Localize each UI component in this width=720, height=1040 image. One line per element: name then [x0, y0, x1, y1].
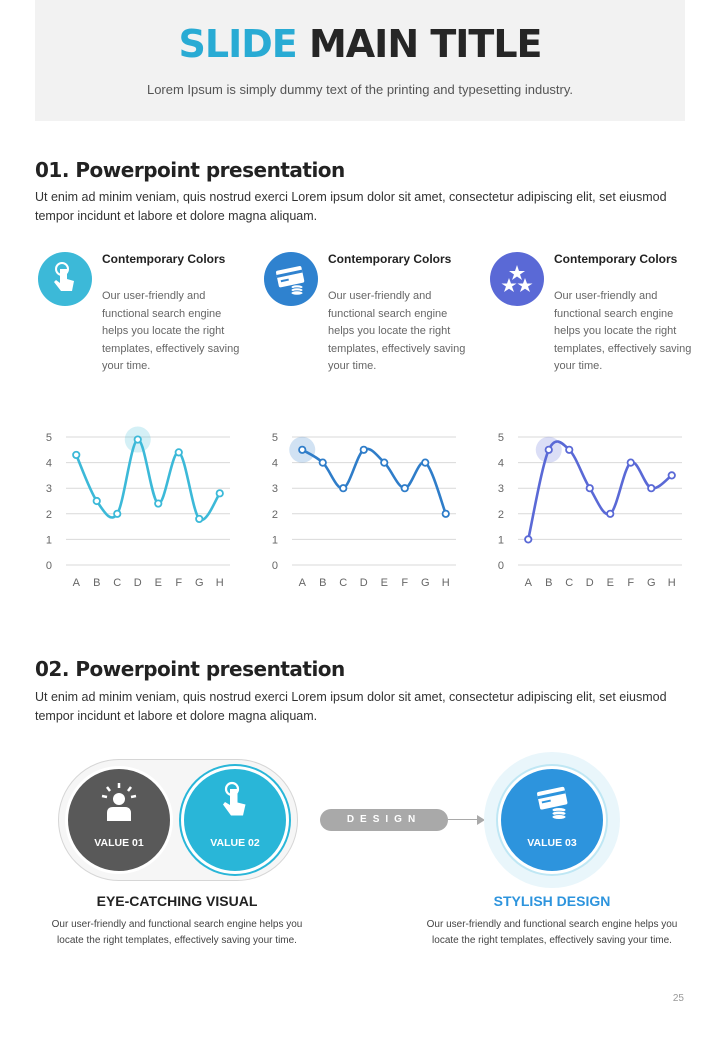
data-point: [320, 459, 326, 465]
card-coins-icon: [534, 785, 572, 821]
x-tick-label: C: [113, 577, 122, 589]
data-point: [114, 511, 120, 517]
feature-title: Contemporary Colors: [102, 252, 226, 266]
y-tick-label: 5: [497, 432, 504, 444]
section-2-title: 02. Powerpoint presentation: [35, 657, 345, 681]
section-1-title: 01. Powerpoint presentation: [35, 158, 345, 182]
slide-main-title: [35, 22, 685, 66]
data-point: [628, 459, 634, 465]
value-02-label: VALUE 02: [210, 837, 260, 849]
x-tick-label: D: [359, 577, 368, 589]
y-tick-label: 3: [271, 483, 278, 496]
caption-1-text: Our user-friendly and functional search engine helps you locate the right templates, effectively saving your time.: [51, 919, 303, 946]
value-02-circle: [181, 766, 289, 874]
x-tick-label: H: [215, 577, 224, 589]
data-point: [402, 485, 408, 491]
y-tick-label: 4: [45, 457, 52, 470]
slide-subtitle: Lorem Ipsum is simply dummy text of the printing and typesetting industry.: [146, 82, 574, 97]
data-point: [669, 472, 675, 478]
caption-2-title: STYLISH DESIGN: [493, 893, 611, 909]
data-point: [587, 485, 593, 491]
data-point: [381, 459, 387, 465]
value-03-circle: [498, 766, 606, 874]
value-pair-container: [58, 759, 298, 881]
y-tick-label: 2: [271, 508, 278, 521]
data-point: [155, 500, 161, 506]
y-tick-label: 0: [45, 560, 52, 572]
x-tick-label: G: [420, 577, 430, 589]
data-point: [422, 459, 428, 465]
caption-2-text: Our user-friendly and functional search engine helps you locate the right templates, effectively saving your time.: [426, 919, 678, 946]
data-point: [546, 447, 552, 453]
design-label: DESIGN: [346, 814, 422, 825]
x-tick-label: E: [154, 577, 162, 589]
line-chart-2: [264, 425, 464, 595]
data-point: [361, 447, 367, 453]
title-accent-word: SLIDE: [178, 22, 297, 66]
x-tick-label: B: [93, 577, 101, 589]
data-point: [135, 436, 141, 442]
data-point: [525, 536, 531, 542]
y-tick-label: 5: [271, 432, 278, 444]
data-point: [196, 516, 202, 522]
x-tick-label: G: [646, 577, 656, 589]
x-tick-label: G: [194, 577, 204, 589]
tap-hand-icon: [217, 781, 253, 825]
y-tick-label: 1: [45, 534, 52, 547]
x-tick-label: C: [565, 577, 574, 589]
data-point: [648, 485, 654, 491]
y-tick-label: 3: [45, 483, 52, 496]
design-arrow-label: [320, 809, 448, 831]
line-chart-3: [490, 425, 690, 595]
data-point: [299, 447, 305, 453]
x-tick-label: D: [585, 577, 594, 589]
feature-text: Our user-friendly and functional search engine helps you locate the right templates, effectively saving your time.: [102, 290, 240, 372]
arrow-line: [448, 819, 478, 820]
page-number: 25: [672, 993, 684, 1004]
title-banner: [35, 0, 685, 121]
x-tick-label: B: [545, 577, 553, 589]
series-line: [302, 449, 446, 514]
y-tick-label: 0: [271, 560, 278, 572]
x-tick-label: A: [72, 577, 80, 589]
feature-item: [264, 252, 474, 382]
y-tick-label: 3: [497, 483, 504, 496]
y-tick-label: 5: [45, 432, 52, 444]
value-01-label: VALUE 01: [94, 837, 144, 849]
x-tick-label: D: [133, 577, 142, 589]
data-point: [340, 485, 346, 491]
data-point: [94, 498, 100, 504]
series-line: [76, 440, 220, 520]
y-tick-label: 1: [271, 534, 278, 547]
x-tick-label: F: [401, 577, 409, 589]
tap-hand-icon: [38, 252, 92, 306]
x-tick-label: A: [524, 577, 532, 589]
y-tick-label: 4: [497, 457, 504, 470]
y-tick-label: 2: [497, 508, 504, 521]
stars-icon: [490, 252, 544, 306]
section-1-body: Ut enim ad minim veniam, quis nostrud exerci Lorem ipsum dolor sit amet, consectetur adipiscing elit, set eiusmod tempor incidunt et labore et dolore magna aliquam.: [35, 190, 667, 223]
data-point: [443, 511, 449, 517]
card-coins-icon: [264, 252, 318, 306]
x-tick-label: F: [627, 577, 635, 589]
x-tick-label: C: [339, 577, 348, 589]
y-tick-label: 0: [497, 560, 504, 572]
x-tick-label: E: [606, 577, 614, 589]
data-point: [73, 452, 79, 458]
title-rest: MAIN TITLE: [308, 22, 542, 66]
person-idea-icon: [101, 783, 137, 823]
data-point: [607, 511, 613, 517]
section-2-body: Ut enim ad minim veniam, quis nostrud exerci Lorem ipsum dolor sit amet, consectetur adipiscing elit, set eiusmod tempor incidunt et labore et dolore magna aliquam.: [35, 690, 667, 723]
feature-item: [490, 252, 700, 382]
x-tick-label: B: [319, 577, 327, 589]
x-tick-label: E: [380, 577, 388, 589]
x-tick-label: H: [441, 577, 450, 589]
feature-text: Our user-friendly and functional search engine helps you locate the right templates, effectively saving your time.: [554, 290, 692, 372]
feature-title: Contemporary Colors: [328, 252, 452, 266]
value-01-circle: [65, 766, 173, 874]
data-point: [217, 490, 223, 496]
caption-1-title: EYE-CATCHING VISUAL: [96, 893, 258, 909]
feature-title: Contemporary Colors: [554, 252, 678, 266]
data-point: [566, 447, 572, 453]
x-tick-label: F: [175, 577, 183, 589]
y-tick-label: 2: [45, 508, 52, 521]
feature-item: [38, 252, 248, 382]
x-tick-label: A: [298, 577, 306, 589]
feature-text: Our user-friendly and functional search engine helps you locate the right templates, effectively saving your time.: [328, 290, 466, 372]
data-point: [176, 449, 182, 455]
y-tick-label: 4: [271, 457, 278, 470]
x-tick-label: H: [667, 577, 676, 589]
line-chart-1: [38, 425, 238, 595]
value-03-label: VALUE 03: [527, 837, 577, 849]
y-tick-label: 1: [497, 534, 504, 547]
